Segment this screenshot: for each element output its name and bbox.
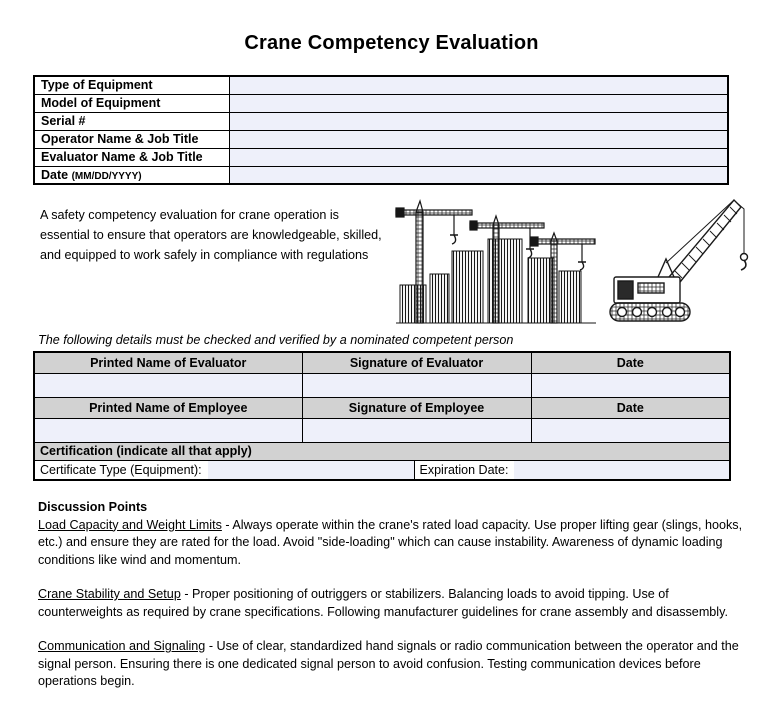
employee-printed-name-field[interactable] xyxy=(34,418,302,442)
date-field[interactable] xyxy=(229,166,728,184)
evaluator-printed-name-header: Printed Name of Evaluator xyxy=(34,352,302,373)
employee-date-header: Date xyxy=(531,397,730,418)
expiration-date-field[interactable] xyxy=(514,461,729,480)
table-row xyxy=(34,112,728,130)
discussion-point-load-capacity xyxy=(38,517,745,570)
employee-signature-header: Signature of Employee xyxy=(302,397,531,418)
discussion-term: Crane Stability and Setup xyxy=(38,587,181,601)
table-row xyxy=(34,352,730,373)
operator-name-field[interactable] xyxy=(229,130,728,148)
serial-number-field[interactable] xyxy=(229,112,728,130)
date-label: Date (MM/DD/YYYY) xyxy=(34,166,229,184)
date-format-hint: (MM/DD/YYYY) xyxy=(71,170,142,182)
table-row xyxy=(34,76,728,94)
type-of-equipment-field[interactable] xyxy=(229,76,728,94)
discussion-section xyxy=(38,499,745,691)
serial-number-label: Serial # xyxy=(34,112,229,130)
evaluator-date-header: Date xyxy=(531,352,730,373)
discussion-text: - Use of clear, standardized hand signals or radio communication between the operator and the signal person. Ensuring there is one dedicated signal person to avoid confusion. Testing communication devices before operations begin. xyxy=(38,639,739,688)
model-of-equipment-field[interactable] xyxy=(229,94,728,112)
model-of-equipment-label: Model of Equipment xyxy=(34,94,229,112)
discussion-term: Load Capacity and Weight Limits xyxy=(38,517,222,532)
page-title: Crane Competency Evaluation xyxy=(244,32,539,54)
employee-signature-field[interactable] xyxy=(302,418,531,442)
table-row xyxy=(34,373,730,397)
table-row xyxy=(34,460,730,480)
employee-date-field[interactable] xyxy=(531,418,730,442)
table-row xyxy=(34,130,728,148)
expiration-date-cell xyxy=(414,460,730,480)
type-of-equipment-label: Type of Equipment xyxy=(34,76,229,94)
certification-header: Certification (indicate all that apply) xyxy=(34,442,730,460)
table-row xyxy=(34,397,730,418)
evaluator-signature-field[interactable] xyxy=(302,373,531,397)
expiration-date-label: Expiration Date: xyxy=(415,461,515,480)
discussion-heading: Discussion Points xyxy=(38,500,148,514)
certificate-type-label: Certificate Type (Equipment): xyxy=(35,461,208,480)
equipment-details-table xyxy=(33,75,729,185)
evaluator-printed-name-field[interactable] xyxy=(34,373,302,397)
employee-printed-name-header: Printed Name of Employee xyxy=(34,397,302,418)
table-row xyxy=(34,166,728,184)
evaluator-name-field[interactable] xyxy=(229,148,728,166)
evaluator-date-field[interactable] xyxy=(531,373,730,397)
signature-certification-table xyxy=(33,351,731,481)
discussion-term: Communication and Signaling xyxy=(38,639,206,653)
discussion-point-crane-stability xyxy=(38,586,745,621)
discussion-point-communication xyxy=(38,638,745,691)
verification-note: The following details must be checked and verified by a nominated competent person xyxy=(38,333,514,347)
crawler-crane-illustration xyxy=(606,193,758,329)
table-row xyxy=(34,148,728,166)
certificate-type-field[interactable] xyxy=(208,461,414,480)
table-row xyxy=(34,94,728,112)
intro-text: A safety competency evaluation for crane operation is essential to ensure that operators are knowledgeable, skilled, and equipped to work safely in compliance with regulations xyxy=(40,208,382,262)
evaluator-name-label: Evaluator Name & Job Title xyxy=(34,148,229,166)
certificate-type-cell xyxy=(34,460,414,480)
evaluator-signature-header: Signature of Evaluator xyxy=(302,352,531,373)
table-row xyxy=(34,418,730,442)
operator-name-label: Operator Name & Job Title xyxy=(34,130,229,148)
discussion-text: - Proper positioning of outriggers or stabilizers. Balancing loads to avoid tipping. Use of counterweights as required by crane specifications. Following manufacturer guidelines for crane assembly and disassembly. xyxy=(38,587,728,619)
discussion-text: - Always operate within the crane's rated load capacity. Use proper lifting gear (slings, hooks, etc.) and ensure they are rated for the load. Avoid "side-loading" which can cause instability. Awareness of dynamic loading conditions like wind and momentum. xyxy=(38,517,743,567)
construction-cranes-illustration xyxy=(392,195,600,329)
table-row xyxy=(34,442,730,460)
intro-section xyxy=(40,193,783,331)
